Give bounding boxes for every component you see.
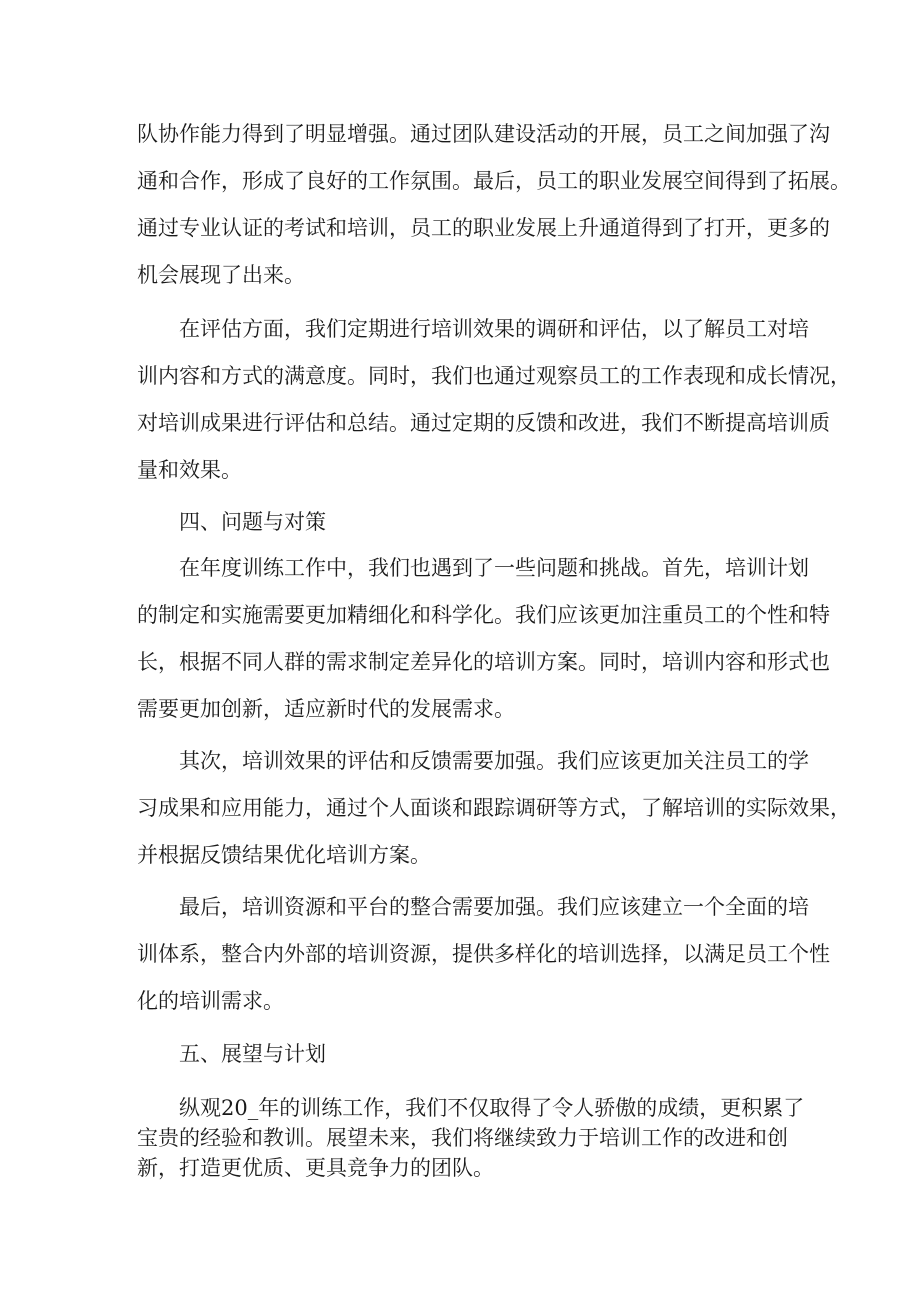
paragraph-3-line-1: 在年度训练工作中，我们也遇到了一些问题和挑战。首先，培训计划	[179, 556, 809, 580]
paragraph-1-line-3: 通过专业认证的考试和培训，员工的职业发展上升通道得到了打开，更多的	[137, 216, 830, 240]
paragraph-1-line-1: 队协作能力得到了明显增强。通过团队建设活动的开展，员工之间加强了沟	[137, 122, 830, 146]
paragraph-4-line-1: 其次，培训效果的评估和反馈需要加强。我们应该更加关注员工的学	[179, 749, 809, 773]
section-heading-4: 四、问题与对策	[179, 510, 326, 534]
paragraph-2-line-2: 训内容和方式的满意度。同时，我们也通过观察员工的工作表现和成长情况，	[137, 364, 851, 388]
paragraph-5-line-2: 训体系，整合内外部的培训资源，提供多样化的培训选择，以满足员工个性	[137, 942, 830, 966]
paragraph-3-line-3: 长，根据不同人群的需求制定差异化的培训方案。同时，培训内容和形式也	[137, 650, 830, 674]
paragraph-5-line-1: 最后，培训资源和平台的整合需要加强。我们应该建立一个全面的培	[179, 895, 809, 919]
paragraph-1-line-2: 通和合作，形成了良好的工作氛围。最后，员工的职业发展空间得到了拓展。	[137, 169, 851, 193]
paragraph-3-line-4: 需要更加创新，适应新时代的发展需求。	[137, 697, 515, 721]
paragraph-2-line-3: 对培训成果进行评估和总结。通过定期的反馈和改进，我们不断提高培训质	[137, 411, 830, 435]
paragraph-6-line-3: 新，打造更优质、更具竞争力的团队。	[137, 1156, 494, 1180]
paragraph-4-line-3: 并根据反馈结果优化培训方案。	[137, 843, 431, 867]
paragraph-3-line-2: 的制定和实施需要更加精细化和科学化。我们应该更加注重员工的个性和特	[137, 603, 830, 627]
paragraph-6-line-1: 纵观20_年的训练工作，我们不仅取得了令人骄傲的成绩，更积累了	[179, 1096, 805, 1120]
paragraph-6-line-2: 宝贵的经验和教训。展望未来，我们将继续致力于培训工作的改进和创	[137, 1126, 788, 1150]
paragraph-4-line-2: 习成果和应用能力，通过个人面谈和跟踪调研等方式，了解培训的实际效果，	[137, 796, 851, 820]
paragraph-2-line-4: 量和效果。	[137, 458, 242, 482]
paragraph-2-line-1: 在评估方面，我们定期进行培训效果的调研和评估，以了解员工对培	[179, 317, 809, 341]
paragraph-5-line-3: 化的培训需求。	[137, 989, 284, 1013]
section-heading-5: 五、展望与计划	[179, 1042, 326, 1066]
paragraph-1-line-4: 机会展现了出来。	[137, 263, 305, 287]
